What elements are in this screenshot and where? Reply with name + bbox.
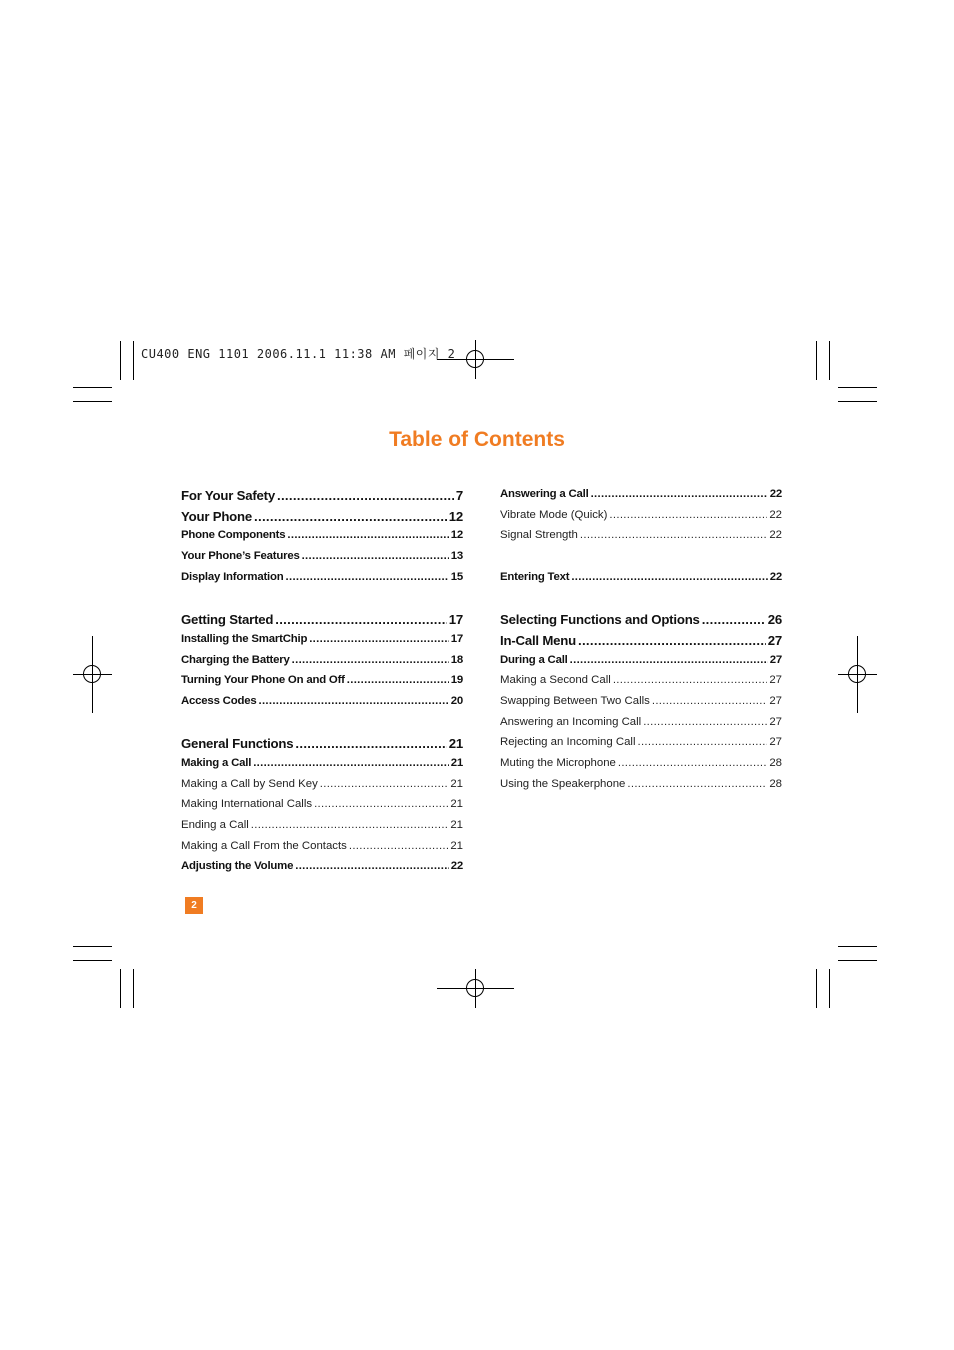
dot-leader — [258, 695, 448, 707]
toc-entry-page: 27 — [769, 715, 782, 728]
page-number-badge: 2 — [185, 897, 203, 914]
dot-leader — [251, 819, 449, 831]
toc-entry[interactable] — [181, 529, 463, 550]
toc-entry-label: Entering Text — [500, 570, 570, 583]
dot-leader — [295, 860, 448, 872]
toc-entry[interactable] — [500, 695, 782, 716]
toc-entry-label: Making a Call From the Contacts — [181, 839, 347, 852]
toc-entry-label: In-Call Menu — [500, 632, 576, 648]
toc-entry-label: Swapping Between Two Calls — [500, 694, 650, 707]
toc-entry-page: 28 — [769, 756, 782, 769]
toc-entry-page: 22 — [450, 860, 463, 873]
toc-entry-page: 19 — [450, 674, 463, 687]
dot-leader — [643, 716, 767, 728]
toc-entry[interactable] — [500, 654, 782, 675]
dot-leader — [275, 612, 446, 627]
toc-entry-page: 27 — [769, 653, 782, 666]
toc-entry-page: 22 — [769, 570, 782, 583]
toc-entry-page: 27 — [769, 736, 782, 749]
toc-left-column — [181, 488, 463, 881]
page-title: Table of Contents — [389, 428, 565, 451]
group-spacer — [500, 550, 782, 571]
toc-entry[interactable] — [181, 571, 463, 592]
toc-entry-label: Adjusting the Volume — [181, 860, 294, 873]
toc-right-column — [500, 488, 782, 798]
toc-entry[interactable] — [500, 509, 782, 530]
toc-entry-label: Charging the Battery — [181, 653, 290, 666]
toc-entry[interactable] — [500, 757, 782, 778]
toc-entry[interactable] — [181, 860, 463, 881]
toc-entry-page: 17 — [450, 632, 463, 645]
toc-entry[interactable] — [181, 695, 463, 716]
toc-entry-label: Making a Call by Send Key — [181, 777, 318, 790]
toc-entry-page: 18 — [450, 653, 463, 666]
toc-entry-page: 15 — [450, 570, 463, 583]
dot-leader — [286, 571, 449, 583]
toc-entry[interactable] — [500, 778, 782, 799]
toc-entry-label: Making a Call — [181, 756, 252, 769]
dot-leader — [347, 674, 449, 686]
toc-entry[interactable] — [500, 736, 782, 757]
toc-entry[interactable] — [181, 488, 463, 509]
toc-entry-page: 13 — [450, 550, 463, 563]
toc-entry-label: Rejecting an Incoming Call — [500, 736, 636, 749]
group-spacer — [181, 716, 463, 737]
toc-entry-label: Muting the Microphone — [500, 756, 616, 769]
toc-entry[interactable] — [181, 736, 463, 757]
toc-entry-label: During a Call — [500, 653, 568, 666]
toc-entry-label: For Your Safety — [181, 488, 275, 503]
toc-entry[interactable] — [500, 529, 782, 550]
dot-leader — [609, 509, 767, 521]
toc-entry[interactable] — [181, 612, 463, 633]
toc-entry[interactable] — [181, 550, 463, 571]
toc-entry-page: 21 — [450, 819, 463, 831]
group-spacer — [500, 591, 782, 612]
dot-leader — [591, 488, 768, 500]
toc-entry[interactable] — [181, 654, 463, 675]
dot-leader — [571, 571, 767, 583]
toc-entry[interactable] — [181, 674, 463, 695]
dot-leader — [314, 798, 448, 810]
toc-entry-page: 12 — [450, 529, 463, 542]
toc-entry-page: 27 — [769, 674, 782, 687]
toc-entry-label: Access Codes — [181, 694, 257, 707]
toc-entry[interactable] — [500, 612, 782, 633]
toc-entry-label: Getting Started — [181, 612, 274, 628]
toc-entry-label: Making a Second Call — [500, 674, 611, 687]
dot-leader — [638, 736, 768, 748]
toc-entry-page: 26 — [767, 612, 782, 628]
dot-leader — [292, 654, 449, 666]
toc-entry-page: 21 — [450, 798, 463, 811]
toc-entry-label: Installing the SmartChip — [181, 632, 308, 645]
toc-entry[interactable] — [500, 571, 782, 592]
dot-leader — [302, 550, 449, 562]
toc-entry[interactable] — [500, 633, 782, 654]
toc-entry-label: Ending a Call — [181, 819, 249, 831]
dot-leader — [580, 529, 767, 541]
toc-entry-label: Using the Speakerphone — [500, 777, 626, 790]
dot-leader — [309, 633, 449, 645]
toc-entry-page: 27 — [769, 694, 782, 707]
dot-leader — [254, 509, 447, 524]
toc-entry[interactable] — [500, 674, 782, 695]
toc-entry-label: Phone Components — [181, 529, 286, 542]
toc-entry[interactable] — [181, 840, 463, 861]
toc-entry-page: 22 — [769, 508, 782, 521]
dot-leader — [320, 778, 449, 790]
dot-leader — [277, 488, 454, 503]
toc-entry-label: Your Phone — [181, 508, 253, 524]
toc-entry-page: 21 — [450, 756, 463, 769]
toc-entry-page: 21 — [450, 839, 463, 852]
toc-entry-page: 12 — [448, 508, 463, 524]
toc-entry-page: 22 — [769, 529, 782, 542]
toc-entry-page: 7 — [455, 488, 463, 503]
dot-leader — [295, 736, 446, 751]
toc-entry-page: 17 — [448, 612, 463, 628]
dot-leader — [349, 840, 448, 852]
dot-leader — [578, 633, 766, 648]
dot-leader — [702, 612, 766, 627]
group-spacer — [181, 591, 463, 612]
dot-leader — [618, 757, 767, 769]
toc-entry[interactable] — [181, 509, 463, 530]
dot-leader — [652, 695, 767, 707]
toc-entry-page: 27 — [767, 632, 782, 648]
toc-entry-label: Vibrate Mode (Quick) — [500, 508, 608, 521]
toc-entry-label: Your Phone’s Features — [181, 550, 300, 563]
dot-leader — [287, 529, 448, 541]
toc-entry-label: General Functions — [181, 736, 294, 752]
toc-entry-page: 21 — [448, 736, 463, 752]
toc-entry-label: Display Information — [181, 570, 284, 583]
toc-entry[interactable] — [181, 819, 463, 840]
toc-entry-label: Answering an Incoming Call — [500, 715, 642, 728]
toc-entry-label: Turning Your Phone On and Off — [181, 674, 345, 687]
dot-leader — [253, 757, 449, 769]
toc-entry-label: Signal Strength — [500, 529, 578, 542]
toc-entry-page: 21 — [450, 777, 463, 790]
toc-entry[interactable] — [500, 488, 782, 509]
toc-entry[interactable] — [181, 757, 463, 778]
dot-leader — [613, 674, 768, 686]
toc-entry-page: 28 — [769, 777, 782, 790]
print-slug: CU400 ENG 1101 2006.11.1 11:38 AM 페이지 2 — [141, 347, 456, 361]
toc-entry-label: Selecting Functions and Options — [500, 612, 700, 628]
dot-leader — [627, 778, 767, 790]
toc-entry-label: Answering a Call — [500, 488, 589, 500]
toc-entry-page: 22 — [769, 488, 782, 500]
dot-leader — [570, 654, 768, 666]
toc-entry[interactable] — [181, 633, 463, 654]
toc-entry[interactable] — [500, 716, 782, 737]
toc-entry[interactable] — [181, 778, 463, 799]
toc-entry-label: Making International Calls — [181, 798, 313, 811]
toc-entry[interactable] — [181, 798, 463, 819]
toc-entry-page: 20 — [450, 694, 463, 707]
